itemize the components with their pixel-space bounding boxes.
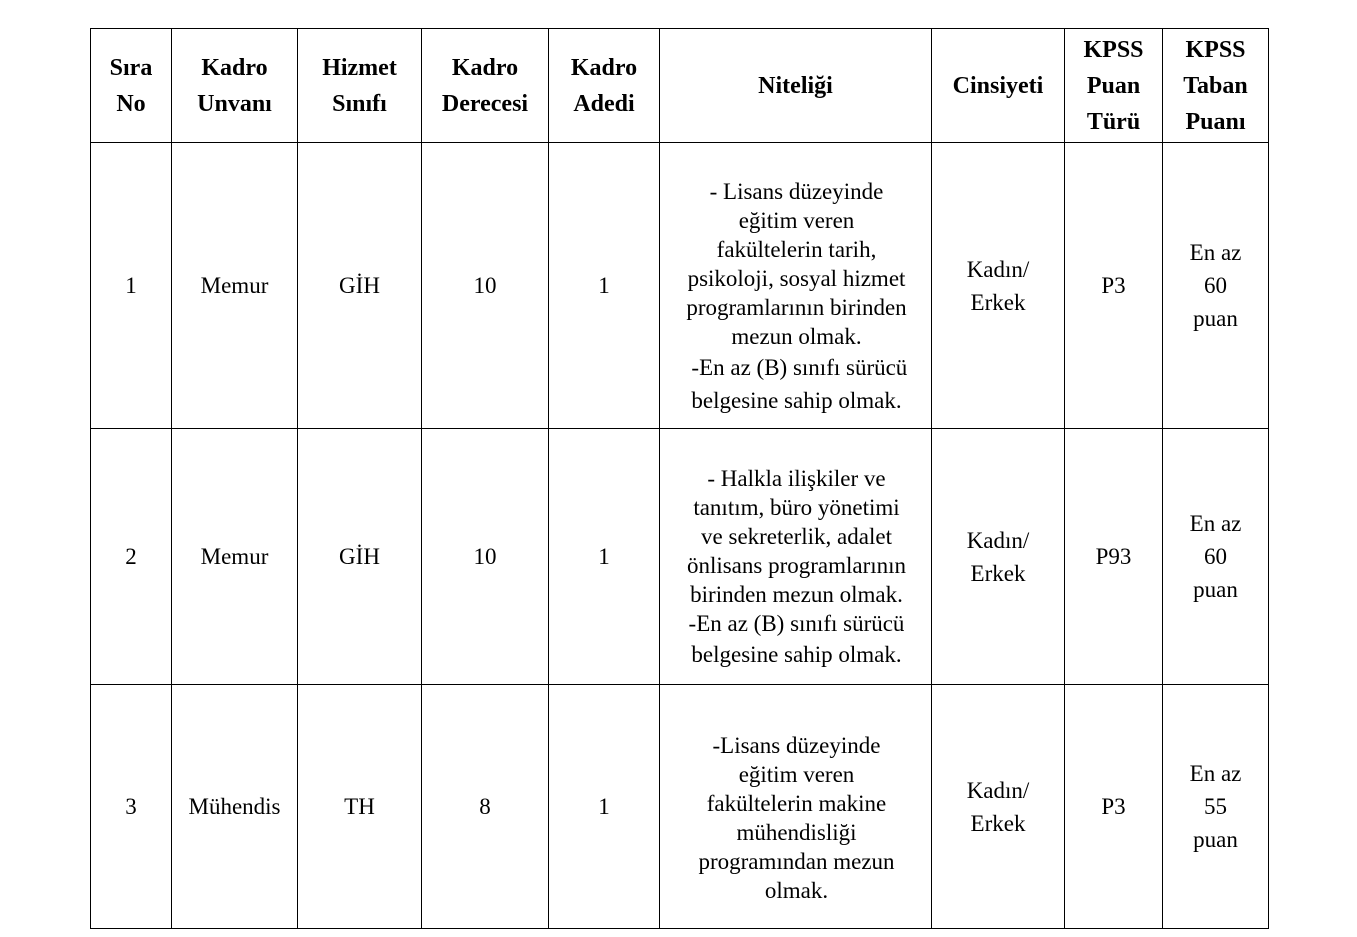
header-kpss-taban-puani: KPSS Taban Puanı (1163, 29, 1269, 143)
cell-sira-no: 2 (91, 429, 172, 685)
cell-niteligi (660, 429, 932, 685)
cell-hizmet-sinifi: GİH (298, 429, 422, 685)
cell-kadro-adedi: 1 (549, 429, 660, 685)
header-hizmet-sinifi: Hizmet Sınıfı (298, 29, 422, 143)
cell-kpss-puan-turu: P3 (1065, 685, 1163, 929)
header-kpss-puan-turu: KPSS Puan Türü (1065, 29, 1163, 143)
table-row (91, 685, 1269, 929)
header-sira-no: Sıra No (91, 29, 172, 143)
cell-cinsiyeti: Kadın/ Erkek (932, 429, 1065, 685)
cell-niteligi (660, 685, 932, 929)
cell-kpss-taban-puani: En az 60 puan (1163, 143, 1269, 429)
cell-sira-no: 1 (91, 143, 172, 429)
header-kadro-derecesi: Kadro Derecesi (422, 29, 549, 143)
cell-kpss-taban-puani: En az 55 puan (1163, 685, 1269, 929)
cell-kadro-derecesi: 8 (422, 685, 549, 929)
cell-hizmet-sinifi: GİH (298, 143, 422, 429)
cell-kadro-derecesi: 10 (422, 429, 549, 685)
cell-cinsiyeti: Kadın/ Erkek (932, 685, 1065, 929)
table-row (91, 143, 1269, 429)
cell-kadro-derecesi: 10 (422, 143, 549, 429)
niteligi-text: -Lisans düzeyinde eğitim veren fakültelerin makine mühendisliği programından mezun olmak. (698, 732, 895, 903)
niteligi-text: - Lisans düzeyinde eğitim veren fakültelerin tarih, psikoloji, sosyal hizmet programlarının birinden mezun olmak. -En az (B) sınıfı sürücü belgesine sahip olmak. (685, 178, 908, 413)
header-kadro-unvani: Kadro Unvanı (172, 29, 298, 143)
cell-kadro-unvani: Memur (172, 429, 298, 685)
cell-sira-no: 3 (91, 685, 172, 929)
cell-kadro-adedi: 1 (549, 143, 660, 429)
niteligi-text: - Halkla ilişkiler ve tanıtım, büro yönetimi ve sekreterlik, adalet önlisans programlarının birinden mezun olmak. -En az (B) sınıfı sürücü belgesine sahip olmak. (686, 466, 907, 667)
cell-cinsiyeti: Kadın/ Erkek (932, 143, 1065, 429)
table-row (91, 429, 1269, 685)
cell-kadro-adedi: 1 (549, 685, 660, 929)
header-row (91, 29, 1269, 143)
cell-kpss-puan-turu: P93 (1065, 429, 1163, 685)
cell-kpss-taban-puani: En az 60 puan (1163, 429, 1269, 685)
header-niteligi: Niteliği (660, 29, 932, 143)
cell-hizmet-sinifi: TH (298, 685, 422, 929)
cell-kpss-puan-turu: P3 (1065, 143, 1163, 429)
kadro-table (90, 28, 1269, 929)
header-kadro-adedi: Kadro Adedi (549, 29, 660, 143)
cell-kadro-unvani: Memur (172, 143, 298, 429)
header-cinsiyeti: Cinsiyeti (932, 29, 1065, 143)
cell-kadro-unvani: Mühendis (172, 685, 298, 929)
cell-niteligi (660, 143, 932, 429)
